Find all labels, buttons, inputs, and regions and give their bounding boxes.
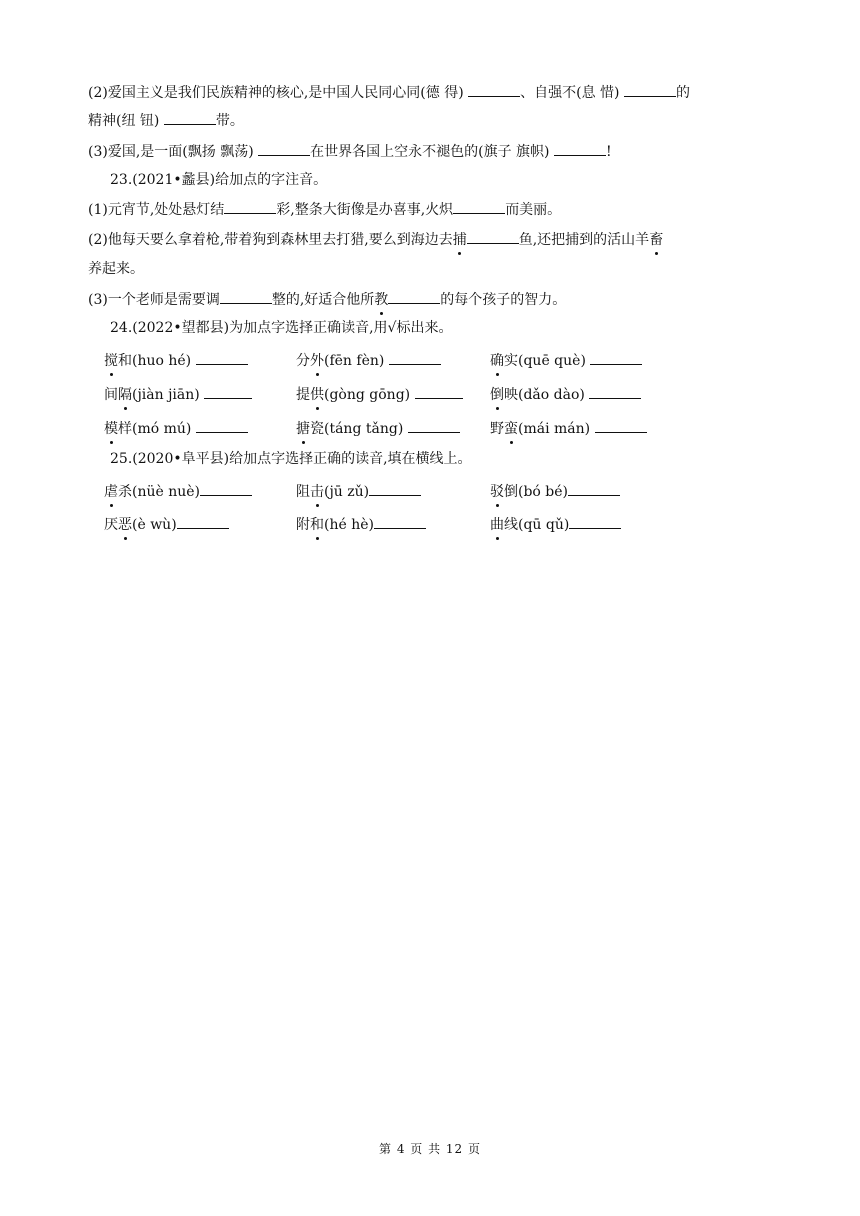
q24-item <box>490 418 647 439</box>
answer-blank[interactable] <box>196 350 248 365</box>
q24-title: 24.(2022•望都县)为加点字选择正确读音,用√标出来。 <box>110 320 453 336</box>
item-char: 野 <box>490 421 504 437</box>
answer-blank[interactable] <box>589 384 641 399</box>
q25-title: 25.(2020•阜平县)给加点字选择正确的读音,填在横线上。 <box>110 451 472 467</box>
q22-part3 <box>88 141 612 162</box>
q25-item <box>104 514 229 535</box>
item-text: 杀(nüè nuè) <box>118 484 201 500</box>
q23-p3-text-a: (3)一个老师是需要调 <box>88 292 220 308</box>
q25-item <box>296 514 426 535</box>
q23-part3 <box>88 289 566 310</box>
q22-part2-line1 <box>88 82 690 103</box>
answer-blank[interactable] <box>415 384 463 399</box>
answer-blank[interactable] <box>453 199 505 214</box>
item-text: 和(huo hé) <box>118 353 192 369</box>
q25-item <box>490 514 621 535</box>
answer-blank[interactable] <box>196 418 248 433</box>
dotted-char: 搪 <box>296 421 310 437</box>
dotted-char: 隔 <box>118 387 132 403</box>
q22-p2-text-d: 精神(纽 钮) <box>88 113 160 129</box>
q22-p3-text-b: 在世界各国上空永不褪色的(旗子 旗帜) <box>310 144 550 160</box>
q23-p2-text-b: 鱼,还把捕到的活山羊 <box>518 232 650 248</box>
q22-p2-text-e: 带。 <box>215 113 244 129</box>
answer-blank[interactable] <box>568 481 620 496</box>
answer-blank[interactable] <box>595 418 647 433</box>
q24-item <box>296 384 463 405</box>
q23-part1 <box>88 199 561 220</box>
dotted-char: 确 <box>490 353 504 369</box>
q23-p3-text-c: 的每个孩子的智力。 <box>440 292 567 308</box>
q22-p2-text-a: (2)爱国主义是我们民族精神的核心,是中国人民同心同(德 得) <box>88 85 464 101</box>
dotted-char: 教 <box>374 292 389 308</box>
dotted-char: 恶 <box>118 517 132 533</box>
answer-blank[interactable] <box>200 481 252 496</box>
item-text: (jū zǔ) <box>324 484 370 500</box>
q23-p3-text-b: 整的,好适合他所 <box>271 292 375 308</box>
q23-title: 23.(2021•蠡县)给加点的字注音。 <box>110 172 328 188</box>
q24-item <box>104 384 252 405</box>
answer-blank[interactable] <box>624 82 676 97</box>
dotted-char: 击 <box>310 484 324 500</box>
item-text: (mái mán) <box>518 421 591 437</box>
dotted-char: 供 <box>310 387 324 403</box>
answer-blank[interactable] <box>389 350 441 365</box>
dotted-char: 蛮 <box>504 421 518 437</box>
answer-blank[interactable] <box>388 289 440 304</box>
item-char: 间 <box>104 387 118 403</box>
q23-p2-text-a: (2)他每天要么拿着枪,带着狗到森林里去打猎,要么到海边去 <box>88 232 453 248</box>
answer-blank[interactable] <box>204 384 252 399</box>
answer-blank[interactable] <box>554 141 606 156</box>
q23-part2-line2 <box>88 259 144 279</box>
item-char: 提 <box>296 387 310 403</box>
item-text: 实(quē què) <box>504 353 586 369</box>
answer-blank[interactable] <box>224 199 276 214</box>
item-char: 阻 <box>296 484 310 500</box>
item-char: 分 <box>296 353 310 369</box>
q22-p2-text-c: 的 <box>675 85 690 101</box>
q24-item <box>296 350 441 371</box>
q23-p1-text-b: 彩,整条大街像是办喜事,火炽 <box>276 202 454 218</box>
item-text: 倒(bó bé) <box>504 484 569 500</box>
q25-item <box>104 481 252 502</box>
dotted-char: 驳 <box>490 484 504 500</box>
dotted-char: 捕 <box>452 232 467 248</box>
q25-item <box>296 481 421 502</box>
item-text: 瓷(táng tǎng) <box>310 421 404 437</box>
item-text: 样(mó mú) <box>118 421 192 437</box>
dotted-char: 和 <box>310 517 324 533</box>
q22-p3-text-a: (3)爱国,是一面(飘扬 飘荡) <box>88 144 254 160</box>
q23-p1-text-c: 而美丽。 <box>505 202 562 218</box>
dotted-char: 畜 <box>649 232 664 248</box>
answer-blank[interactable] <box>374 514 426 529</box>
q24-item <box>490 350 642 371</box>
answer-blank[interactable] <box>258 141 310 156</box>
answer-blank[interactable] <box>569 514 621 529</box>
item-text: (hé hè) <box>324 517 374 533</box>
dotted-char: 外 <box>310 353 324 369</box>
dotted-char: 搅 <box>104 353 118 369</box>
dotted-char: 曲 <box>490 517 504 533</box>
item-text: (fēn fèn) <box>324 353 385 369</box>
q23-part2-line1 <box>88 229 663 250</box>
answer-blank[interactable] <box>468 82 520 97</box>
q25-item <box>490 481 620 502</box>
answer-blank[interactable] <box>220 289 272 304</box>
q23-p1-text-a: (1)元宵节,处处悬灯结 <box>88 202 225 218</box>
item-text: 映(dǎo dào) <box>504 387 585 403</box>
dotted-char: 虐 <box>104 484 118 500</box>
answer-blank[interactable] <box>177 514 229 529</box>
item-text: (gòng gōng) <box>324 387 411 403</box>
answer-blank[interactable] <box>369 481 421 496</box>
dotted-char: 倒 <box>490 387 504 403</box>
q24-item <box>104 350 248 371</box>
q22-p2-text-b: 、自强不(息 惜) <box>520 85 620 101</box>
item-char: 附 <box>296 517 310 533</box>
q22-part2-line2 <box>88 110 244 131</box>
item-text: (jiàn jiān) <box>132 387 200 403</box>
answer-blank[interactable] <box>408 418 460 433</box>
answer-blank[interactable] <box>164 110 216 125</box>
q24-item <box>104 418 248 439</box>
dotted-char: 模 <box>104 421 118 437</box>
answer-blank[interactable] <box>590 350 642 365</box>
q23-p2-text-c: 养起来。 <box>88 261 144 277</box>
item-text: 线(qū qǔ) <box>504 517 570 533</box>
page-footer: 第 4 页 共 12 页 <box>379 1142 481 1156</box>
item-text: (è wù) <box>132 517 177 533</box>
q22-p3-text-c: ! <box>605 144 612 160</box>
item-char: 厌 <box>104 517 118 533</box>
q24-item <box>296 418 460 439</box>
q24-item <box>490 384 641 405</box>
answer-blank[interactable] <box>467 229 519 244</box>
